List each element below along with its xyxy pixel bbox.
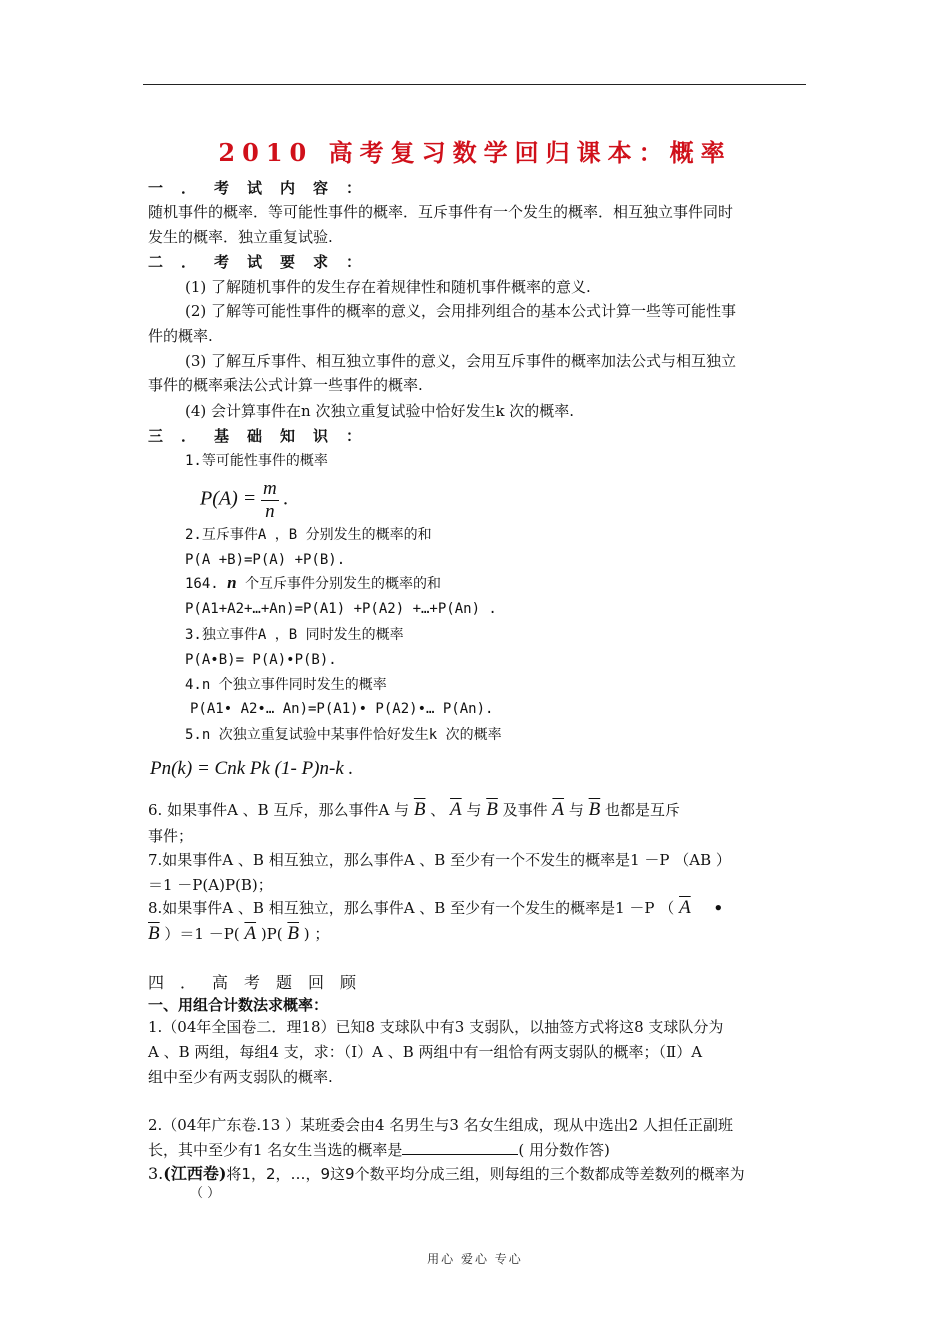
dot-operator: • bbox=[713, 899, 724, 917]
knowledge-2: 2.互斥事件A ，B 分别发生的概率的和 bbox=[185, 527, 432, 543]
fraction-denominator: n bbox=[265, 501, 275, 522]
question-1-cont: 组中至少有两支弱队的概率. bbox=[148, 1068, 333, 1086]
question-3 bbox=[148, 1164, 745, 1184]
property-8-part: ）＝1 －P( bbox=[164, 925, 240, 943]
question-1-cont: A 、B 两组，每组4 支，求：（Ⅰ）A 、B 两组中有一组恰有两支弱队的概率；（Ⅱ）A bbox=[148, 1043, 703, 1061]
property-7-cont: ＝1 －P(A)P(B)； bbox=[148, 876, 273, 894]
header-rule bbox=[143, 84, 806, 85]
a-bar-symbol: $\overline{A}$ bbox=[552, 799, 565, 820]
requirement-1: (1) 了解随机事件的发生存在着规律性和随机事件概率的意义. bbox=[185, 278, 591, 296]
property-8 bbox=[148, 898, 723, 918]
knowledge-3 bbox=[185, 573, 441, 594]
fraction-numerator: m bbox=[263, 478, 277, 499]
property-6-text: 6. 如果事件A 、B 互斥，那么事件A 与 bbox=[148, 801, 410, 819]
formula-3: P(A1+A2+…+An)=P(A1) +P(A2) +…+P(An) . bbox=[185, 601, 497, 617]
page-title: 2010 高考复习数学回归课本：概率 bbox=[218, 138, 732, 167]
fraction bbox=[261, 478, 279, 523]
b-bar-symbol: $\overline{B}$ bbox=[287, 923, 300, 944]
requirement-2: (2) 了解等可能性事件的概率的意义，会用排列组合的基本公式计算一些等可能性事 bbox=[185, 302, 737, 320]
knowledge-6: 5.n 次独立重复试验中某事件恰好发生k 次的概率 bbox=[185, 727, 502, 743]
page-footer: 用心 爱心 专心 bbox=[427, 1252, 523, 1266]
answer-parentheses: （ ） bbox=[190, 1186, 221, 1201]
question-3-number: 3. bbox=[148, 1164, 164, 1183]
section-heading-2: 二．考试要求： bbox=[148, 253, 380, 271]
requirement-4: (4) 会计算事件在n 次独立重复试验中恰好发生k 次的概率. bbox=[185, 402, 575, 420]
b-bar-symbol: $\overline{B}$ bbox=[588, 799, 601, 820]
subsection-heading: 一、用组合计数法求概率： bbox=[148, 996, 329, 1014]
knowledge-3-prefix: 164. bbox=[185, 576, 219, 592]
answer-blank bbox=[402, 1140, 518, 1155]
b-bar-symbol: $\overline{B}$ bbox=[486, 799, 498, 820]
formula-binomial: Pn(k) = Cnk Pk (1- P)n-k . bbox=[150, 758, 354, 779]
property-7: 7.如果事件A 、B 相互独立，那么事件A 、B 至少有一个不发生的概率是1 －P （AB ） bbox=[148, 851, 731, 869]
question-2-text: 长，其中至少有1 名女生当选的概率是 bbox=[148, 1141, 403, 1159]
knowledge-3-text: 个互斥事件分别发生的概率的和 bbox=[245, 576, 442, 592]
property-6-cont: 事件； bbox=[148, 827, 194, 845]
variable-n: n bbox=[227, 573, 237, 592]
b-bar-symbol: $\overline{B}$ bbox=[413, 799, 426, 820]
separator: 、 bbox=[430, 801, 446, 819]
property-6-tail: 也都是互斥 bbox=[605, 801, 681, 819]
property-8-part: ) ； bbox=[303, 925, 330, 943]
connector: 与 bbox=[466, 801, 482, 819]
formula-4: P(A•B)= P(A)•P(B). bbox=[185, 652, 337, 668]
requirement-3: (3) 了解互斥事件、相互独立事件的意义，会用互斥事件的概率加法公式与相互独立 bbox=[185, 352, 737, 370]
section-heading-3: 三．基础知识： bbox=[148, 427, 380, 445]
formula-end: . bbox=[283, 487, 289, 510]
section-heading-1: 一．考试内容： bbox=[148, 179, 380, 197]
property-8-text: 8.如果事件A 、B 相互独立，那么事件A 、B 至少有一个发生的概率是1 －P （ bbox=[148, 899, 675, 917]
requirement-3-cont: 事件的概率乘法公式计算一些事件的概率. bbox=[148, 376, 423, 394]
question-3-source: (江西卷) bbox=[163, 1164, 227, 1183]
question-2-hint: ( 用分数作答) bbox=[518, 1141, 610, 1159]
knowledge-5: 4.n 个独立事件同时发生的概率 bbox=[185, 677, 387, 693]
formula-equal-probability bbox=[200, 478, 289, 523]
property-8-part: )P( bbox=[260, 925, 283, 943]
formula-2: P(A +B)=P(A) +P(B). bbox=[185, 552, 346, 568]
property-6 bbox=[148, 800, 680, 820]
question-3-text: 将1，2，…，9这9个数平均分成三组，则每组的三个数都成等差数列的概率为 bbox=[226, 1165, 745, 1183]
knowledge-4: 3.独立事件A ，B 同时发生的概率 bbox=[185, 627, 404, 643]
formula-5: P(A1• A2•… An)=P(A1)• P(A2)•… P(An). bbox=[190, 701, 494, 717]
requirement-2-cont: 件的概率. bbox=[148, 327, 213, 345]
formula-left: P(A) = bbox=[200, 487, 257, 510]
property-8-cont bbox=[148, 924, 329, 944]
a-bar-symbol: $\overline{A}$ bbox=[244, 923, 257, 944]
knowledge-1: 1.等可能性事件的概率 bbox=[185, 453, 328, 469]
question-2: 2.（04年广东卷.13 ）某班委会由4 名男生与3 名女生组成，现从中选出2 人担任正副班 bbox=[148, 1116, 733, 1134]
question-1: 1.（04年全国卷二．理18）已知8 支球队中有3 支弱队，以抽签方式将这8 支球队分为 bbox=[148, 1018, 724, 1036]
question-2-cont bbox=[148, 1140, 610, 1160]
paragraph-line: 随机事件的概率．等可能性事件的概率．互斥事件有一个发生的概率．相互独立事件同时 bbox=[148, 203, 734, 221]
connector: 与 bbox=[568, 801, 584, 819]
b-bar-symbol: $\overline{B}$ bbox=[148, 923, 160, 944]
connector: 及事件 bbox=[502, 801, 548, 819]
a-bar-symbol: $\overline{A}$ bbox=[679, 897, 691, 918]
paragraph-line: 发生的概率．独立重复试验. bbox=[148, 228, 333, 246]
a-bar-symbol: $\overline{A}$ bbox=[450, 799, 462, 820]
section-heading-4: 四．高考题回顾 bbox=[148, 973, 373, 992]
